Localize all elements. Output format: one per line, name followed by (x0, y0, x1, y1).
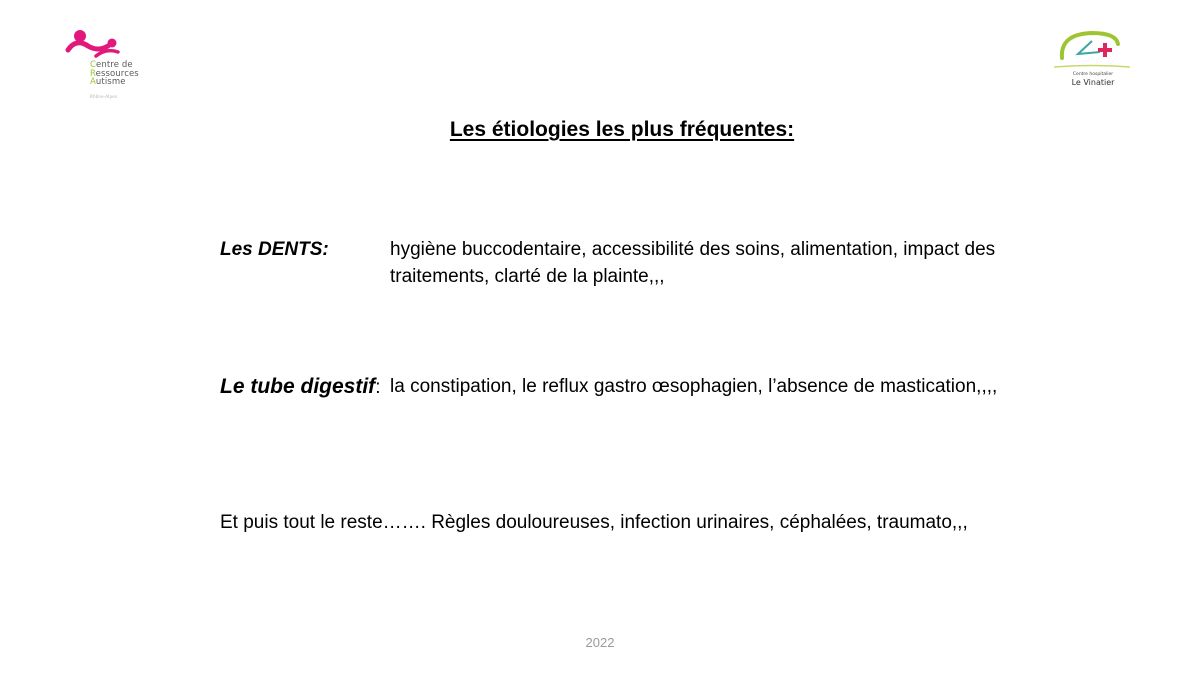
cra-line1: Centre de (90, 60, 133, 70)
cra-subline: Rhône-Alpes (90, 94, 118, 99)
section-separator: : (375, 377, 381, 398)
slide-title: Les étiologies les plus fréquentes: (449, 118, 795, 141)
vinatier-name: Le Vinatier (1071, 78, 1115, 87)
vinatier-caption: Centre hospitalier (1072, 72, 1114, 77)
other-causes-text: Et puis tout le reste……. Règles douloureuses, infection urinaires, céphalées, traumato,,, (220, 512, 968, 533)
slide-footer-year: 2022 (585, 635, 615, 650)
cra-name (90, 61, 139, 87)
vinatier-logo (1052, 28, 1134, 90)
section-heading (220, 373, 380, 401)
cra-logo (62, 28, 172, 104)
section-text: hygiène buccodentaire, accessibilité des soins, alimentation, impact des traitements, clarté de la plainte,,, (390, 239, 996, 287)
section-label: Le tube digestif (220, 375, 376, 398)
cra-line2: Ressources (90, 68, 139, 79)
section-text: la constipation, le reflux gastro œsophagien, l’absence de mastication,,,, (390, 376, 998, 397)
vinatier-emblem-icon (1052, 28, 1134, 74)
cra-line3: Autisme (90, 77, 126, 87)
section-label: Les DENTS: (220, 239, 329, 260)
